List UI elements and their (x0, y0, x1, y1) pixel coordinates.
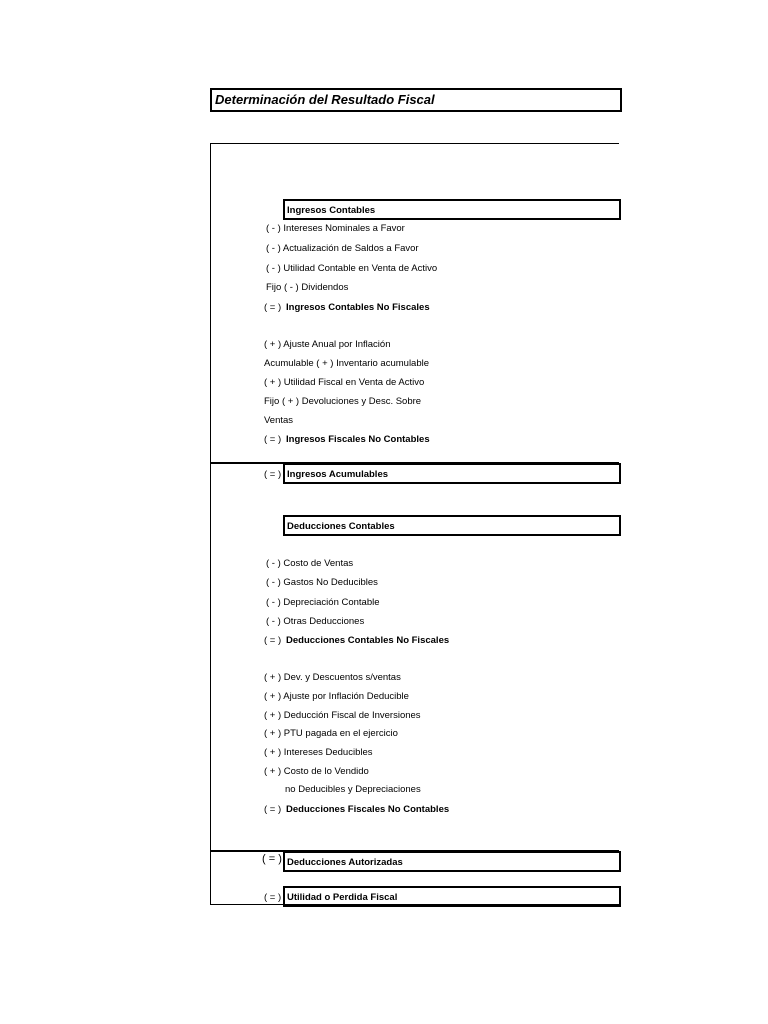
line-dividendos: Fijo ( - ) Dividendos (266, 282, 349, 293)
deducciones-contables-header: Deducciones Contables (287, 521, 395, 532)
line-actualizacion-saldos: ( - ) Actualización de Saldos a Favor (266, 243, 419, 254)
line-ajuste-inflacion-deducible: ( + ) Ajuste por Inflación Deducible (264, 691, 409, 702)
line-costo-ventas: ( - ) Costo de Ventas (266, 558, 354, 569)
line-ptu-pagada: ( + ) PTU pagada en el ejercicio (264, 728, 398, 739)
line-devoluciones: Fijo ( + ) Devoluciones y Desc. Sobre (264, 396, 422, 407)
line-costo-vendido: ( + ) Costo de lo Vendido (264, 766, 369, 777)
line-ingresos-fiscales-no-contables: Ingresos Fiscales No Contables (286, 434, 430, 445)
utilidad-fiscal-header: Utilidad o Perdida Fiscal (287, 892, 398, 903)
line-deduccion-fiscal-inversiones: ( + ) Deducción Fiscal de Inversiones (264, 710, 421, 721)
op-utilidad-fiscal: ( = ) (264, 892, 282, 903)
line-ingresos-contables-no-fiscales: Ingresos Contables No Fiscales (286, 302, 430, 313)
line-ajuste-anual: ( + ) Ajuste Anual por Inflación (264, 339, 391, 350)
ingresos-acumulables-header: Ingresos Acumulables (287, 469, 389, 480)
line-gastos-no-deducibles: ( - ) Gastos No Deducibles (266, 577, 378, 588)
line-ventas: Ventas (264, 415, 294, 426)
frame-left-border (210, 143, 211, 905)
line-deducciones-contables-no-fiscales: Deducciones Contables No Fiscales (286, 635, 450, 646)
op-deducciones-fiscales-no-contables: ( = ) (264, 804, 282, 815)
op-ingresos-contables-no-fiscales: ( = ) (264, 302, 282, 313)
line-deducciones-fiscales-no-contables: Deducciones Fiscales No Contables (286, 804, 450, 815)
deducciones-autorizadas-header: Deducciones Autorizadas (287, 857, 403, 868)
line-dev-descuentos: ( + ) Dev. y Descuentos s/ventas (264, 672, 401, 683)
line-utilidad-fiscal-venta: ( + ) Utilidad Fiscal en Venta de Activo (264, 377, 425, 388)
line-inventario-acumulable: Acumulable ( + ) Inventario acumulable (264, 358, 430, 369)
page-title: Determinación del Resultado Fiscal (215, 92, 435, 107)
line-otras-deducciones: ( - ) Otras Deducciones (266, 616, 365, 627)
op-ingresos-fiscales-no-contables: ( = ) (264, 434, 282, 445)
line-intereses-nominales: ( - ) Intereses Nominales a Favor (266, 223, 405, 234)
op-deducciones-contables-no-fiscales: ( = ) (264, 635, 282, 646)
line-no-deducibles-depreciaciones: no Deducibles y Depreciaciones (285, 784, 421, 795)
line-intereses-deducibles: ( + ) Intereses Deducibles (264, 747, 373, 758)
op-deducciones-autorizadas: ( = ) (262, 853, 282, 865)
frame-top-border (210, 143, 619, 144)
line-depreciacion-contable: ( - ) Depreciación Contable (266, 597, 380, 608)
line-utilidad-contable: ( - ) Utilidad Contable en Venta de Activo (266, 263, 438, 274)
op-ingresos-acumulables: ( = ) (264, 469, 282, 480)
ingresos-contables-header: Ingresos Contables (287, 205, 376, 216)
